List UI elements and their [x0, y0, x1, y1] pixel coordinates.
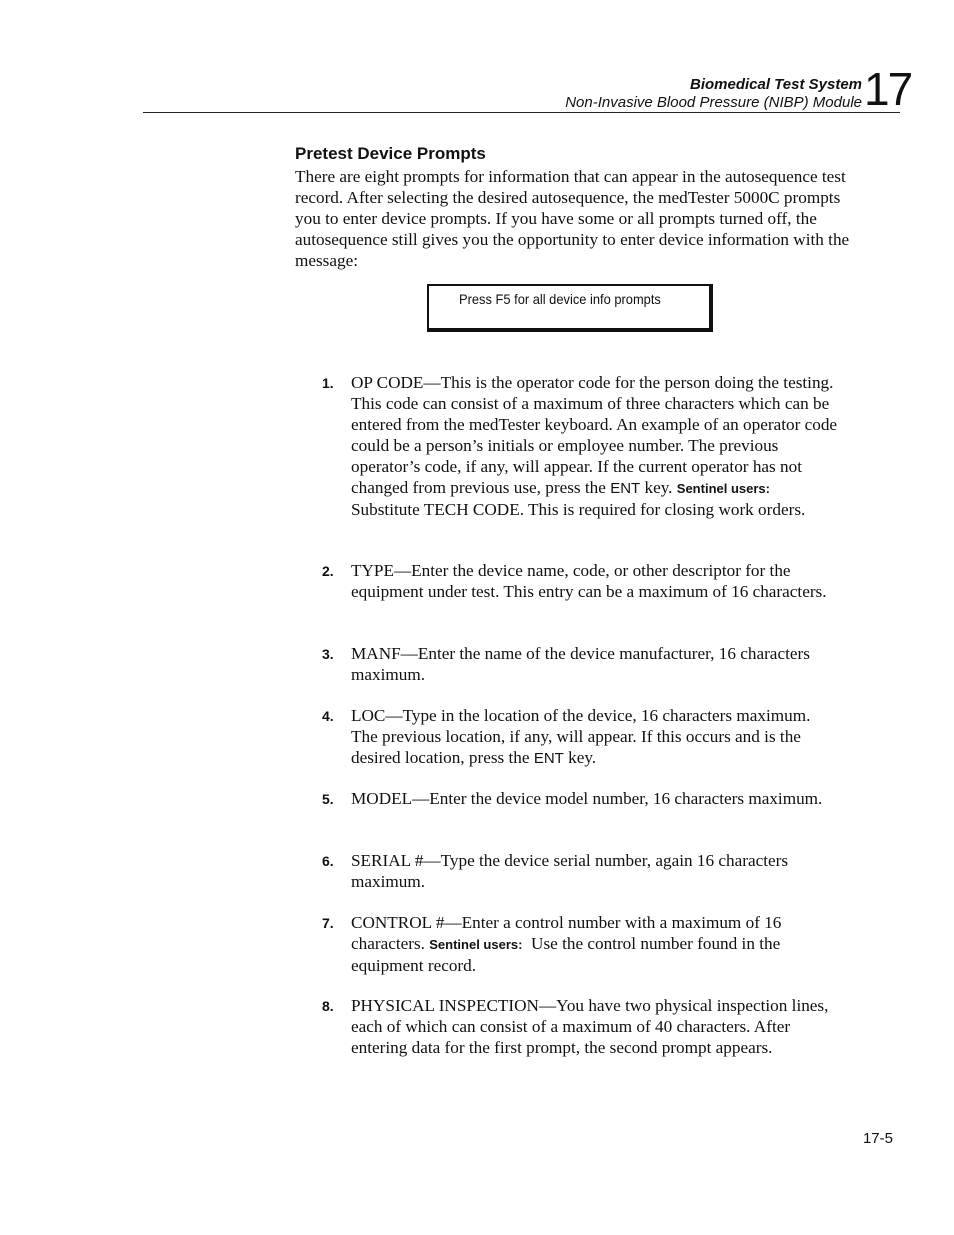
item-body-cont: key.: [640, 478, 677, 497]
item-number: 2.: [322, 563, 334, 579]
item-number: 7.: [322, 915, 334, 931]
item-body: OP CODE—This is the operator code for the person doing the testing. This code can consist of a maximum of three characters which can be entered from the medTester keyboard. An example of an operator code could be a person’s initials or employee number. The previous operator’s code, if any, will appear. If the current operator has not changed from previous use, press the: [351, 373, 838, 497]
item-number: 5.: [322, 791, 334, 807]
item-text: TYPE—Enter the device name, code, or other descriptor for the equipment under test. This entry can be a maximum of 16 characters.: [351, 561, 827, 601]
item-number: 6.: [322, 853, 334, 869]
item-text: PHYSICAL INSPECTION—You have two physical inspection lines, each of which can consist of a maximum of 40 characters. After entering data for the first prompt, the second prompt appears.: [351, 996, 829, 1057]
item-number: 1.: [322, 375, 334, 391]
item-body-cont: key.: [563, 748, 597, 767]
item-text: SERIAL #—Type the device serial number, again 16 characters maximum.: [351, 851, 789, 891]
header-title: Biomedical Test System: [689, 76, 862, 93]
item-text: [351, 912, 839, 976]
chapter-number: 17: [864, 63, 912, 115]
sentinel-label: Sentinel users:: [429, 937, 523, 952]
page-number: 17-5: [862, 1130, 893, 1147]
item-body: LOC—Type in the location of the device, 16 characters maximum. The previous location, if any, will appear. If this occurs and is the desired location, press the: [351, 706, 811, 767]
item-text: [351, 372, 839, 520]
screen-message: Press F5 for all device info prompts: [459, 291, 661, 307]
header-rule: [143, 112, 900, 113]
section-heading: Pretest Device Prompts: [295, 144, 486, 163]
sentinel-label: Sentinel users:: [676, 481, 770, 496]
ent-key-label: ENT: [610, 480, 641, 497]
sentinel-note: Substitute TECH CODE. This is required for closing work orders.: [351, 478, 806, 519]
sentinel-note: Use the control number found in the equipment record.: [351, 934, 785, 975]
item-number: 8.: [322, 998, 334, 1014]
item-body: CONTROL #—Enter a control number with a maximum of 16 characters.: [351, 913, 782, 953]
ent-key-label: ENT: [533, 750, 564, 767]
item-text: [351, 705, 839, 769]
item-text: MODEL—Enter the device model number, 16 characters maximum.: [351, 789, 823, 808]
item-text: MANF—Enter the name of the device manufacturer, 16 characters maximum.: [351, 644, 810, 684]
intro-paragraph: There are eight prompts for information that can appear in the autosequence test record. After selecting the desired autosequence, the medTester 5000C prompts you to enter device prompts. If you have some or all prompts turned off, the autosequence still gives you the opportunity to enter device information with the message:: [295, 167, 850, 270]
item-number: 3.: [322, 646, 334, 662]
item-number: 4.: [322, 708, 334, 724]
screen-message-box: [427, 284, 713, 332]
header-subtitle: Non-Invasive Blood Pressure (NIBP) Module: [565, 94, 862, 111]
